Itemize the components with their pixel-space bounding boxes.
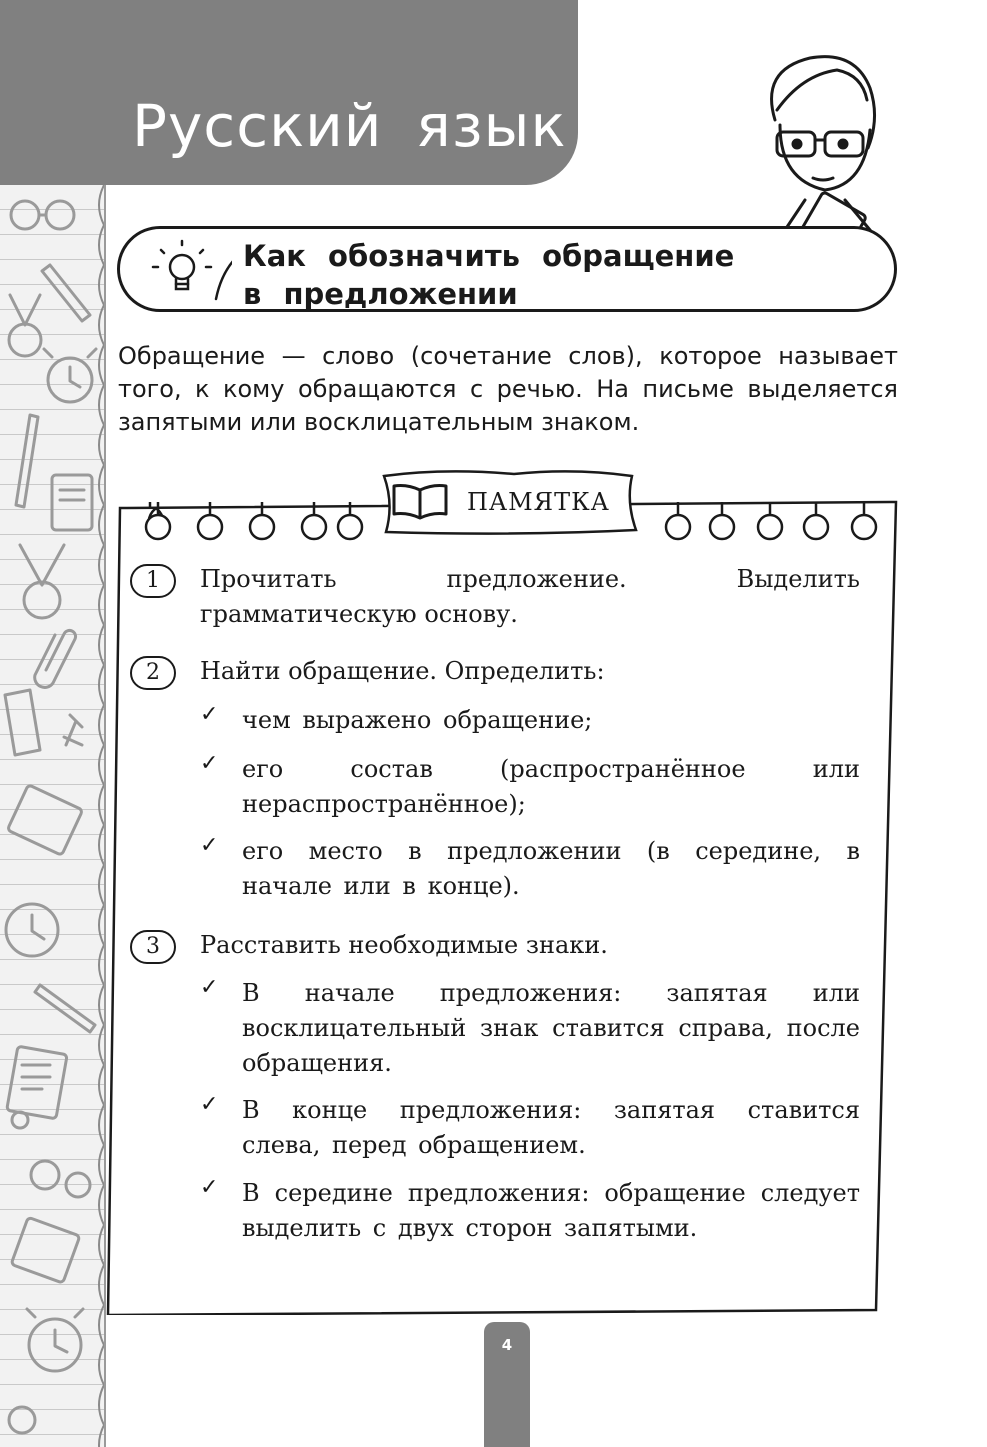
list-item-text: его место в предложении (в середине, в начале или в конце). — [242, 837, 860, 900]
memo-tab — [372, 468, 642, 538]
topic-title-line1: Как обозначить обращение — [243, 239, 735, 273]
step-number: 3 — [130, 930, 176, 964]
definition-text: Обращение — слово (сочетание слов), которое называет того, к кому обращаются с речью. На письме выделяется запятыми или восклицательным знаком. — [118, 342, 898, 436]
topic-title-line2: в предложении — [243, 277, 518, 311]
page-title: Русский язык — [132, 92, 567, 160]
check-icon: ✓ — [200, 1175, 219, 1200]
list-item-text: его состав (распространённое или нераспространённое); — [242, 755, 860, 818]
book-icon — [390, 482, 450, 522]
list-item-text: В конце предложения: запятая ставится слева, перед обращением. — [242, 1096, 860, 1159]
topic-title — [243, 237, 803, 313]
check-icon: ✓ — [200, 1092, 219, 1117]
step-text: Прочитать предложение. Выделить грамматическую основу. — [200, 565, 860, 628]
memo-card — [106, 488, 898, 1315]
step-number: 1 — [130, 564, 176, 598]
header-band — [0, 0, 578, 185]
check-icon: ✓ — [200, 751, 219, 776]
list-item-text: В начале предложения: запятая или восклицательный знак ставится справа, после обращения. — [242, 979, 860, 1077]
topic-header — [117, 226, 897, 312]
memo-label: ПАМЯТКА — [467, 488, 610, 516]
step-text: Найти обращение. Определить: — [200, 657, 605, 685]
school-doodles — [0, 185, 104, 1447]
page-number-tab — [484, 1322, 530, 1447]
list-item-text: В середине предложения: обращение следует выделить с двух сторон запятыми. — [242, 1179, 860, 1242]
check-icon: ✓ — [200, 702, 219, 727]
notebook-side-strip — [0, 185, 106, 1447]
check-icon: ✓ — [200, 833, 219, 858]
step-number: 2 — [130, 656, 176, 690]
check-icon: ✓ — [200, 975, 219, 1000]
list-item-text: чем выражено обращение; — [242, 706, 593, 734]
page-number: 4 — [501, 1336, 513, 1354]
lightbulb-icon — [142, 239, 232, 303]
step-text: Расставить необходимые знаки. — [200, 931, 608, 959]
